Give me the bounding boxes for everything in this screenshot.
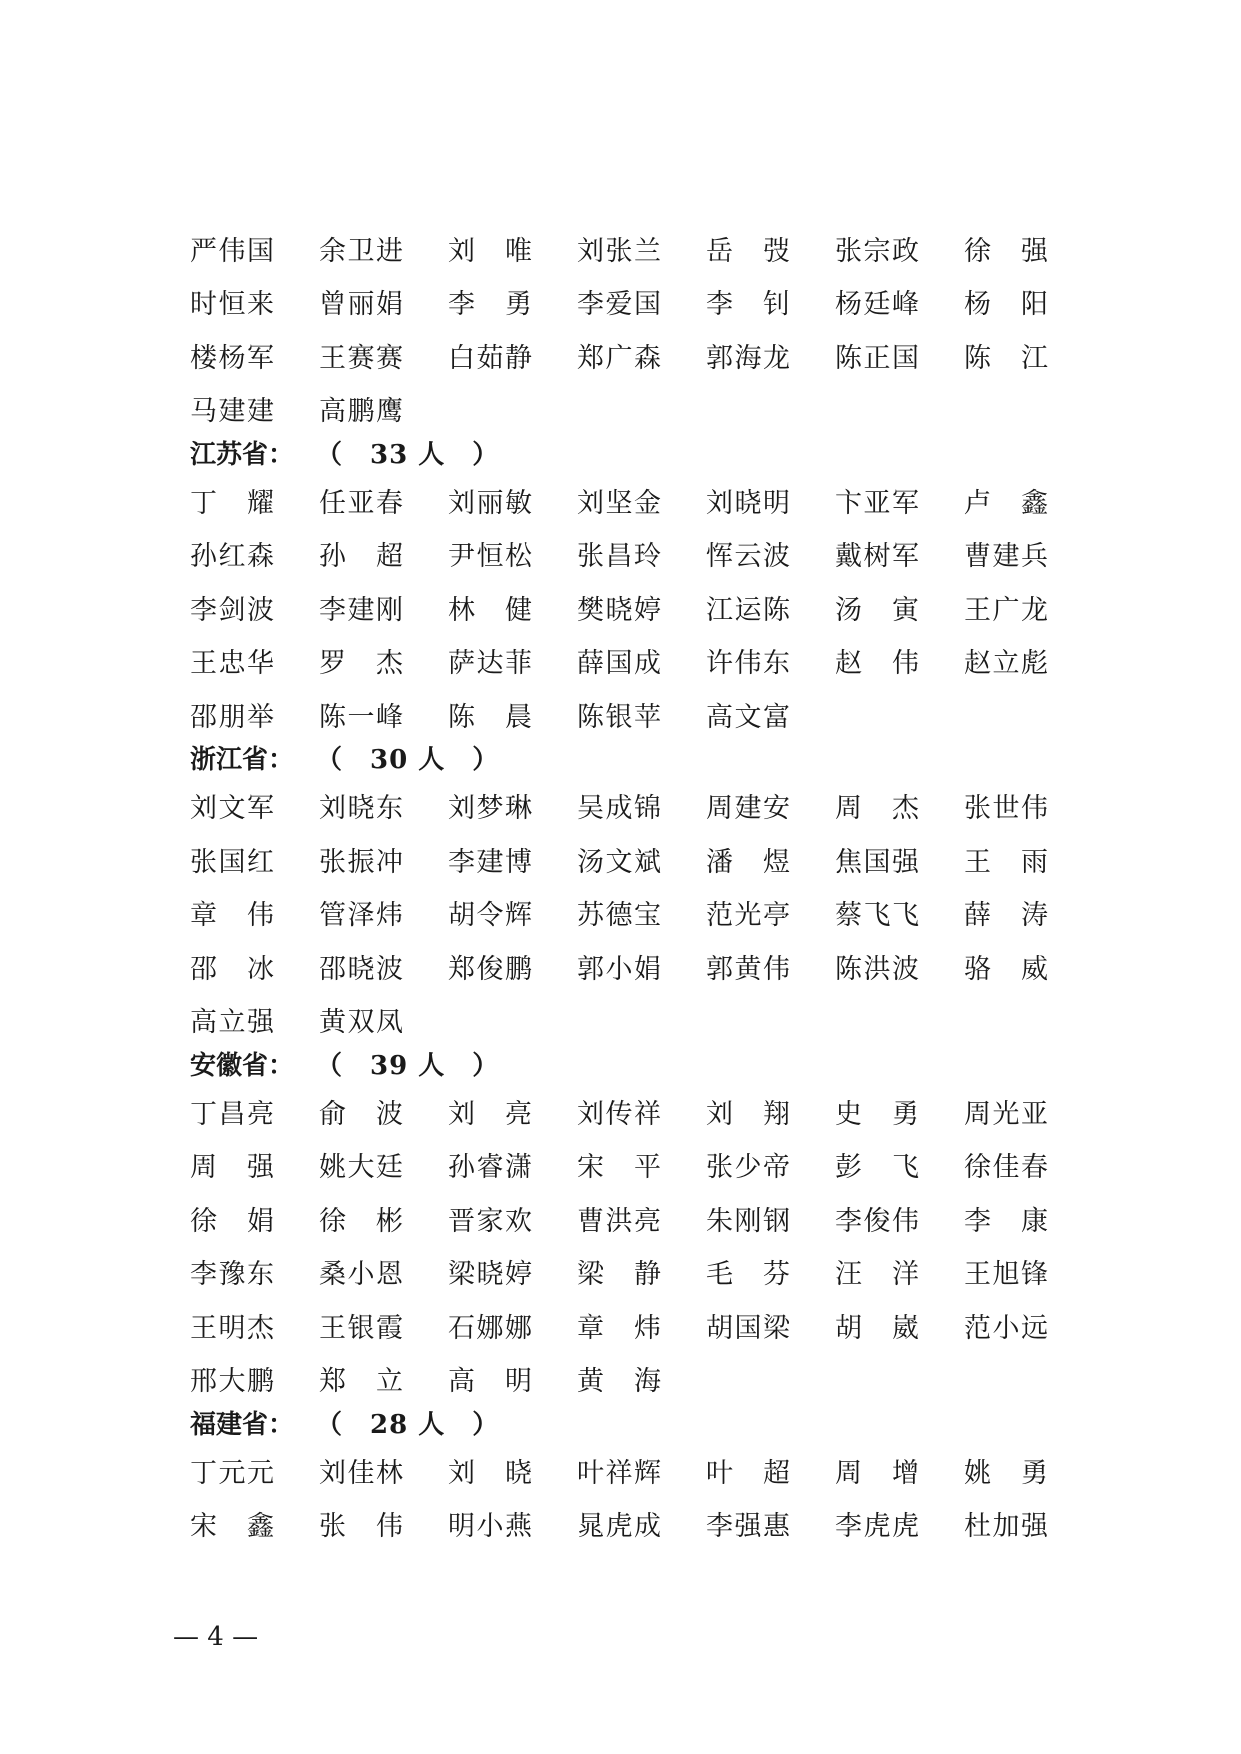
person-name: 陈 正 国	[835, 342, 919, 374]
name-row	[190, 1249, 1070, 1303]
person-name: 孙 超	[319, 541, 403, 573]
person-name: 任 亚 春	[319, 487, 403, 519]
person-name: 徐 强	[964, 235, 1048, 267]
person-name: 汤 文 斌	[577, 846, 661, 878]
person-name: 王 赛 赛	[319, 342, 403, 374]
name-row	[190, 1142, 1070, 1196]
person-name: 王 广 龙	[964, 594, 1048, 626]
name-row	[190, 584, 1070, 638]
person-name: 恽 云 波	[706, 541, 790, 573]
person-name: 李 豫 东	[190, 1259, 274, 1291]
person-name: 刘 佳 林	[319, 1457, 403, 1489]
person-name: 叶 祥 辉	[577, 1457, 661, 1489]
person-name: 晁 虎 成	[577, 1511, 661, 1543]
person-name: 俞 波	[319, 1098, 403, 1130]
person-name: 苏 德 宝	[577, 900, 661, 932]
person-name: 李 钊	[706, 289, 790, 321]
name-row	[190, 890, 1070, 944]
person-name: 邵 朋 举	[190, 701, 274, 733]
person-name: 孙 红 森	[190, 541, 274, 573]
person-name: 吴 成 锦	[577, 793, 661, 825]
person-name: 郑 立	[319, 1366, 403, 1398]
person-name: 郭 海 龙	[706, 342, 790, 374]
person-name: 高 明	[448, 1366, 532, 1398]
person-name: 毛 芬	[706, 1259, 790, 1291]
person-name: 陈 江	[964, 342, 1048, 374]
name-row	[190, 225, 1070, 279]
province-heading	[190, 1044, 1070, 1082]
person-name: 林 健	[448, 594, 532, 626]
person-name: 白 茹 静	[448, 342, 532, 374]
name-row	[190, 1447, 1070, 1501]
person-name: 卢 鑫	[964, 487, 1048, 519]
person-name: 李 强 惠	[706, 1511, 790, 1543]
province-name: 浙江省：	[190, 745, 295, 775]
person-name: 徐 彬	[319, 1205, 403, 1237]
person-name: 宋 平	[577, 1152, 661, 1184]
person-name: 李 康	[964, 1205, 1048, 1237]
person-name: 梁 晓 婷	[448, 1259, 532, 1291]
person-name: 刘 晓 明	[706, 487, 790, 519]
person-name: 王 明 杰	[190, 1312, 274, 1344]
person-name: 胡 国 梁	[706, 1312, 790, 1344]
person-name: 刘 文 军	[190, 793, 274, 825]
province-name: 江苏省：	[190, 439, 295, 470]
province-heading	[190, 1403, 1070, 1441]
person-name: 岳 弢	[706, 235, 790, 267]
person-name: 许 伟 东	[706, 648, 790, 680]
person-name: 章 炜	[577, 1312, 661, 1344]
person-name: 萨 达 菲	[448, 648, 532, 680]
person-name: 胡 令 辉	[448, 900, 532, 932]
person-name: 刘 丽 敏	[448, 487, 532, 519]
name-row	[190, 279, 1070, 333]
person-name: 张 国 红	[190, 846, 274, 878]
person-name: 范 光 亭	[706, 900, 790, 932]
person-name: 郭 小 娟	[577, 953, 661, 985]
person-name: 张 伟	[319, 1511, 403, 1543]
name-row	[190, 1356, 1070, 1410]
name-row	[190, 997, 1070, 1051]
person-name: 王 雨	[964, 846, 1048, 878]
name-row	[190, 836, 1070, 890]
person-name: 尹 恒 松	[448, 541, 532, 573]
name-list	[190, 225, 1070, 1554]
person-name: 潘 煜	[706, 846, 790, 878]
person-name: 杜 加 强	[964, 1511, 1048, 1543]
person-name: 赵 伟	[835, 648, 919, 680]
province-count: （ 39 人 ）	[316, 1050, 500, 1081]
person-name: 丁 昌 亮	[190, 1098, 274, 1130]
person-name: 陈 洪 波	[835, 953, 919, 985]
person-name: 李 爱 国	[577, 289, 661, 321]
person-name: 刘 唯	[448, 235, 532, 267]
person-name: 刘 张 兰	[577, 235, 661, 267]
person-name: 高 文 富	[706, 701, 790, 733]
person-name: 陈 银 苹	[577, 701, 661, 733]
person-name: 王 旭 锋	[964, 1259, 1048, 1291]
person-name: 叶 超	[706, 1457, 790, 1489]
person-name: 李 建 刚	[319, 594, 403, 626]
person-name: 严 伟 国	[190, 235, 274, 267]
name-row	[190, 1195, 1070, 1249]
person-name: 管 泽 炜	[319, 900, 403, 932]
person-name: 彭 飞	[835, 1152, 919, 1184]
person-name: 晋 家 欢	[448, 1205, 532, 1237]
person-name: 余 卫 进	[319, 235, 403, 267]
name-row	[190, 531, 1070, 585]
person-name: 王 银 霞	[319, 1312, 403, 1344]
person-name: 桑 小 恩	[319, 1259, 403, 1291]
person-name: 邵 冰	[190, 953, 274, 985]
person-name: 李 勇	[448, 289, 532, 321]
person-name: 蔡 飞 飞	[835, 900, 919, 932]
name-row	[190, 1501, 1070, 1555]
person-name: 李 俊 伟	[835, 1205, 919, 1237]
person-name: 樊 晓 婷	[577, 594, 661, 626]
name-row	[190, 386, 1070, 440]
person-name: 张 昌 玲	[577, 541, 661, 573]
name-row	[190, 783, 1070, 837]
person-name: 曹 建 兵	[964, 541, 1048, 573]
person-name: 薛 国 成	[577, 648, 661, 680]
person-name: 李 虎 虎	[835, 1511, 919, 1543]
province-count: （ 28 人 ）	[316, 1409, 500, 1440]
person-name: 戴 树 军	[835, 541, 919, 573]
person-name: 黄 双 凤	[319, 1007, 403, 1039]
name-row	[190, 332, 1070, 386]
person-name: 宋 鑫	[190, 1511, 274, 1543]
name-row	[190, 477, 1070, 531]
person-name: 汪 洋	[835, 1259, 919, 1291]
person-name: 楼 杨 军	[190, 342, 274, 374]
person-name: 陈 晨	[448, 701, 532, 733]
person-name: 高 立 强	[190, 1007, 274, 1039]
province-name: 福建省：	[190, 1409, 295, 1440]
person-name: 徐 娟	[190, 1205, 274, 1237]
person-name: 赵 立 彪	[964, 648, 1048, 680]
page-number: — 4 —	[173, 1622, 259, 1652]
person-name: 张 宗 政	[835, 235, 919, 267]
province-count: （ 33 人 ）	[316, 439, 500, 470]
person-name: 焦 国 强	[835, 846, 919, 878]
person-name: 薛 涛	[964, 900, 1048, 932]
person-name: 范 小 远	[964, 1312, 1048, 1344]
person-name: 李 剑 波	[190, 594, 274, 626]
person-name: 张 振 冲	[319, 846, 403, 878]
person-name: 李 建 博	[448, 846, 532, 878]
person-name: 周 强	[190, 1152, 274, 1184]
person-name: 郑 俊 鹏	[448, 953, 532, 985]
name-row	[190, 1302, 1070, 1356]
province-heading	[190, 739, 1070, 777]
person-name: 刘 翔	[706, 1098, 790, 1130]
person-name: 周 光 亚	[964, 1098, 1048, 1130]
name-row	[190, 1088, 1070, 1142]
person-name: 陈 一 峰	[319, 701, 403, 733]
person-name: 杨 阳	[964, 289, 1048, 321]
province-name: 安徽省：	[190, 1050, 295, 1081]
person-name: 骆 威	[964, 953, 1048, 985]
person-name: 王 忠 华	[190, 648, 274, 680]
person-name: 马 建 建	[190, 396, 274, 428]
person-name: 刘 晓 东	[319, 793, 403, 825]
person-name: 徐 佳 春	[964, 1152, 1048, 1184]
person-name: 张 世 伟	[964, 793, 1048, 825]
person-name: 刘 亮	[448, 1098, 532, 1130]
province-count: （ 30 人 ）	[316, 745, 500, 775]
person-name: 周 杰	[835, 793, 919, 825]
person-name: 黄 海	[577, 1366, 661, 1398]
person-name: 罗 杰	[319, 648, 403, 680]
person-name: 时 恒 来	[190, 289, 274, 321]
person-name: 梁 静	[577, 1259, 661, 1291]
person-name: 郑 广 森	[577, 342, 661, 374]
person-name: 孙 睿 潇	[448, 1152, 532, 1184]
person-name: 丁 元 元	[190, 1457, 274, 1489]
name-row	[190, 943, 1070, 997]
person-name: 曹 洪 亮	[577, 1205, 661, 1237]
person-name: 石 娜 娜	[448, 1312, 532, 1344]
person-name: 周 建 安	[706, 793, 790, 825]
person-name: 章 伟	[190, 900, 274, 932]
person-name: 邵 晓 波	[319, 953, 403, 985]
person-name: 卞 亚 军	[835, 487, 919, 519]
person-name: 刘 晓	[448, 1457, 532, 1489]
person-name: 姚 大 廷	[319, 1152, 403, 1184]
person-name: 江 运 陈	[706, 594, 790, 626]
person-name: 刘 梦 琳	[448, 793, 532, 825]
person-name: 史 勇	[835, 1098, 919, 1130]
person-name: 杨 廷 峰	[835, 289, 919, 321]
person-name: 周 增	[835, 1457, 919, 1489]
person-name: 曾 丽 娟	[319, 289, 403, 321]
person-name: 丁 耀	[190, 487, 274, 519]
name-row	[190, 638, 1070, 692]
person-name: 高 鹏 鹰	[319, 396, 403, 428]
person-name: 汤 寅	[835, 594, 919, 626]
person-name: 姚 勇	[964, 1457, 1048, 1489]
person-name: 明 小 燕	[448, 1511, 532, 1543]
person-name: 张 少 帝	[706, 1152, 790, 1184]
person-name: 朱 刚 钢	[706, 1205, 790, 1237]
province-heading	[190, 433, 1070, 471]
name-row	[190, 691, 1070, 745]
person-name: 刘 传 祥	[577, 1098, 661, 1130]
person-name: 胡 崴	[835, 1312, 919, 1344]
person-name: 郭 黄 伟	[706, 953, 790, 985]
person-name: 邢 大 鹏	[190, 1366, 274, 1398]
person-name: 刘 坚 金	[577, 487, 661, 519]
